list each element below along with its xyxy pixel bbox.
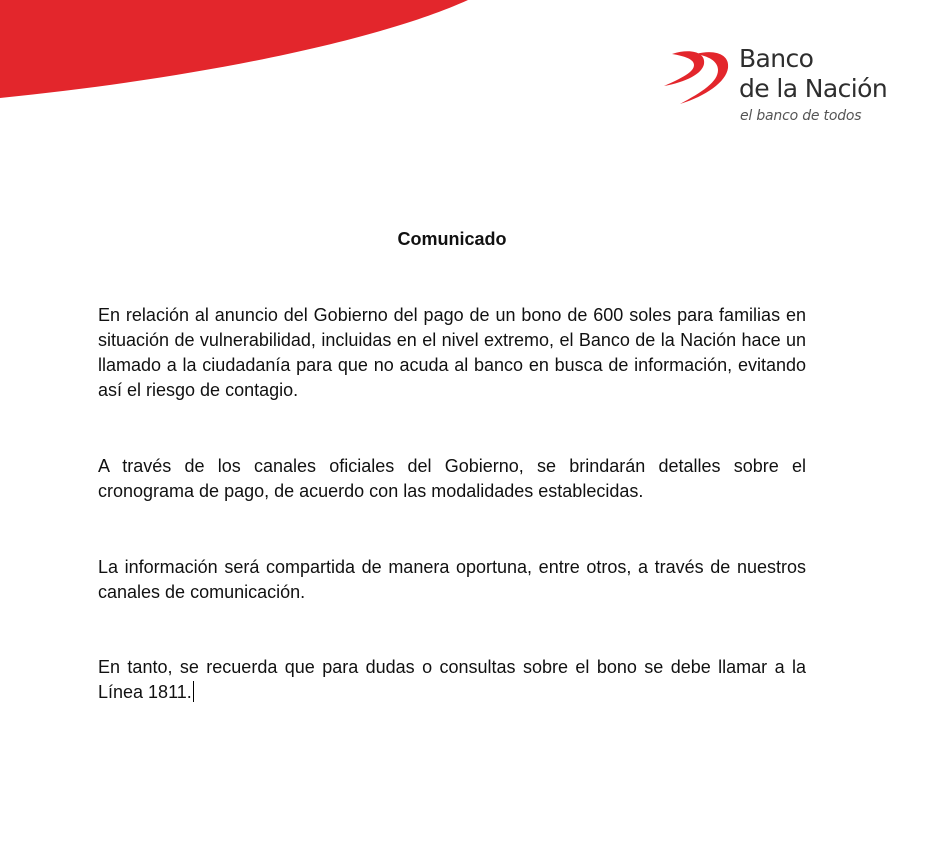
bank-name-line2: de la Nación — [739, 74, 888, 103]
double-chevron-logo-icon — [662, 48, 734, 104]
bank-name-line1: Banco — [739, 44, 814, 73]
paragraph-hotline-text: En tanto, se recuerda que para dudas o consultas sobre el bono se debe llamar a la Línea 1811. — [98, 657, 806, 702]
text-cursor — [193, 681, 194, 702]
paragraph-hotline[interactable] — [98, 655, 806, 705]
paragraph-announcement: En relación al anuncio del Gobierno del pago de un bono de 600 soles para familias en situación de vulnerabilidad, incluidas en el nivel extremo, el Banco de la Nación hace un llamado a la ciudadanía para que no acuda al banco en busca de información, evitando así el riesgo de contagio. — [98, 305, 806, 400]
document-title: Comunicado — [397, 229, 507, 249]
paragraph-information: La información será compartida de manera oportuna, entre otros, a través de nuestros canales de comunicación. — [98, 557, 806, 602]
paragraph-official-channels: A través de los canales oficiales del Gobierno, se brindarán detalles sobre el cronograma de pago, de acuerdo con las modalidades establecidas. — [98, 456, 806, 501]
header-red-swoosh — [0, 0, 470, 100]
bank-name — [739, 44, 887, 104]
bank-tagline: el banco de todos — [740, 108, 862, 124]
bank-logo — [662, 44, 902, 134]
